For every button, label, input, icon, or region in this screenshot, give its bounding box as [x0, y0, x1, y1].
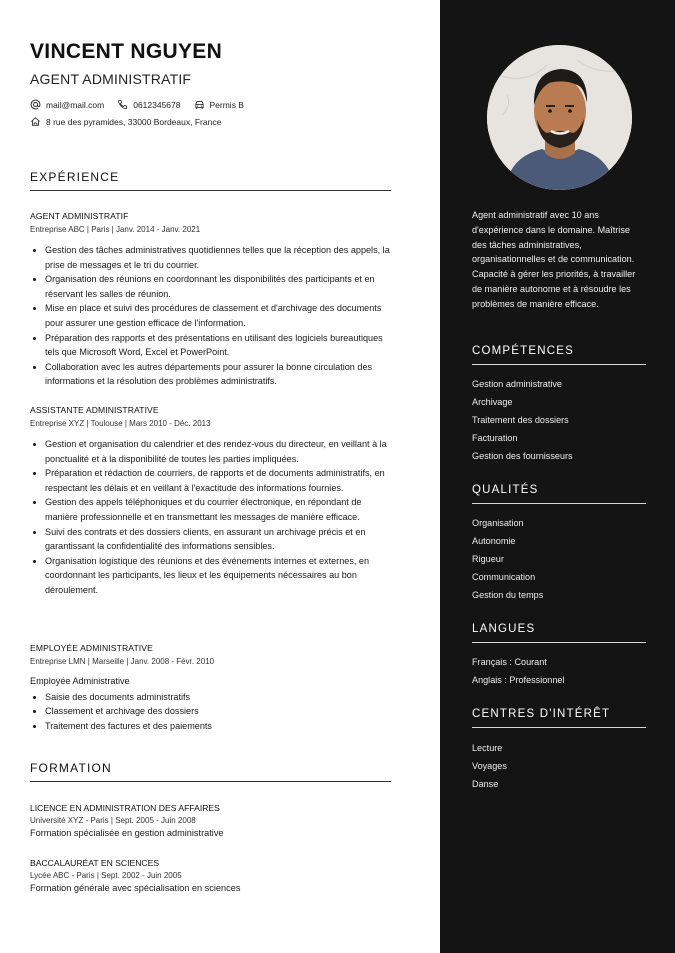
degree-meta: Lycée ABC - Paris | Sept. 2002 - Juin 2005 — [30, 871, 182, 880]
email-item — [30, 99, 104, 110]
list-item: • Collaboration avec les autres départements pour assurer la bonne circulation des informations et la résolution des problèmes administratifs. — [45, 360, 392, 389]
degree-title: LICENCE EN ADMINISTRATION DES AFFAIRES — [30, 803, 220, 813]
list-item: Archivage — [472, 397, 513, 407]
license-text: Permis B — [209, 99, 244, 110]
interests-title: CENTRES D'INTÉRÊT — [472, 708, 646, 728]
job-bullets — [30, 243, 392, 389]
skills-list — [472, 375, 646, 465]
list-item: Gestion des fournisseurs — [472, 451, 573, 461]
at-icon — [30, 99, 41, 110]
job-2 — [30, 405, 392, 598]
degree-desc: Formation générale avec spécialisation en sciences — [30, 883, 241, 893]
list-item: • Gestion des appels téléphoniques et du courrier électronique, en répondant de manière professionnelle et en transmettant les messages de manière efficace. — [45, 495, 392, 524]
phone-text: 0612345678 — [133, 99, 181, 110]
list-item: Gestion administrative — [472, 379, 562, 389]
list-item: Communication — [472, 572, 536, 582]
list-item: • Suivi des contrats et des dossiers clients, en assurant un archivage précis et en garantissant la confidentialité des informations sensibles. — [45, 525, 392, 554]
list-item: Gestion du temps — [472, 590, 544, 600]
job-meta: Entreprise XYZ | Toulouse | Mars 2010 - Déc. 2013 — [30, 419, 211, 428]
contact-row — [30, 99, 257, 110]
job-title: AGENT ADMINISTRATIF — [30, 211, 129, 221]
list-item: • Mise en place et suivi des procédures de classement et d'archivage des documents pour assurer une gestion efficace de l'information. — [45, 301, 392, 330]
address-item — [30, 116, 221, 127]
list-item: Français : Courant — [472, 657, 547, 667]
job-meta: Entreprise LMN | Marseille | Janv. 2008 - Févr. 2010 — [30, 657, 215, 666]
list-item: • Gestion et organisation du calendrier et des rendez-vous du directeur, en veillant à la ponctualité et à la disponibilité de toutes les parties impliquées. — [45, 437, 392, 466]
qualities-title: QUALITÉS — [472, 484, 646, 504]
car-icon — [194, 99, 205, 110]
list-item: Lecture — [472, 743, 503, 753]
list-item: • Classement et archivage des dossiers — [45, 704, 392, 719]
license-item — [194, 99, 244, 110]
job-1 — [30, 211, 392, 389]
education-title: FORMATION — [30, 761, 391, 782]
interests-list — [472, 739, 646, 793]
list-item: Rigueur — [472, 554, 504, 564]
job-bullets — [30, 437, 392, 598]
list-item: Danse — [472, 779, 499, 789]
experience-title: EXPÉRIENCE — [30, 170, 391, 191]
job-bullets — [30, 690, 392, 734]
list-item: • Saisie des documents administratifs — [45, 690, 392, 705]
list-item: Autonomie — [472, 536, 516, 546]
profile-summary: Agent administratif avec 10 ans d'expérience dans le domaine. Maîtrise des tâches administratives, organisationnelles et de communication. Capacité à gérer les priorités, à travailler de manière autonome et à résoudre les problèmes de manière efficace. — [472, 210, 636, 309]
education-item-1 — [30, 803, 392, 838]
skills-title: COMPÉTENCES — [472, 345, 646, 365]
languages-title: LANGUES — [472, 623, 646, 643]
list-item: • Préparation des rapports et des présentations en utilisant des logiciels bureautiques tels que Microsoft Word, Excel et PowerPoint. — [45, 331, 392, 360]
home-icon — [30, 116, 41, 127]
job-title: EMPLOYÉE ADMINISTRATIVE — [30, 643, 153, 653]
list-item: • Organisation des réunions en coordonnant les disponibilités des participants et en réservant les salles de réunion. — [45, 272, 392, 301]
profile-photo — [487, 45, 632, 190]
portrait-image — [487, 45, 632, 190]
degree-desc: Formation spécialisée en gestion administrative — [30, 828, 224, 838]
list-item: • Organisation logistique des réunions et des événements internes et externes, en coordonnant les participants, les lieux et les équipements nécessaires au bon déroulement. — [45, 554, 392, 598]
address-row — [30, 116, 234, 127]
list-item: Organisation — [472, 518, 524, 528]
degree-title: BACCALAURÉAT EN SCIENCES — [30, 858, 160, 868]
degree-meta: Université XYZ - Paris | Sept. 2005 - Juin 2008 — [30, 816, 196, 825]
list-item: • Préparation et rédaction de courriers, de rapports et de documents administratifs, en respectant les délais et en veillant à l'exactitude des informations fournies. — [45, 466, 392, 495]
list-item: • Gestion des tâches administratives quotidiennes telles que la réception des appels, la prise de messages et le tri du courrier. — [45, 243, 392, 272]
job-meta: Entreprise ABC | Paris | Janv. 2014 - Janv. 2021 — [30, 225, 201, 234]
candidate-name: VINCENT NGUYEN — [30, 40, 223, 63]
email-text: mail@mail.com — [46, 99, 105, 110]
phone-icon — [117, 99, 128, 110]
education-item-2 — [30, 858, 392, 893]
qualities-list — [472, 514, 646, 604]
list-item: Facturation — [472, 433, 518, 443]
list-item: Voyages — [472, 761, 507, 771]
job-title: ASSISTANTE ADMINISTRATIVE — [30, 405, 159, 415]
job-intro: Employée Administrative — [30, 676, 130, 686]
job-3 — [30, 643, 392, 733]
list-item: • Traitement des factures et des paiements — [45, 719, 392, 734]
list-item: Traitement des dossiers — [472, 415, 569, 425]
languages-list — [472, 653, 646, 689]
list-item: Anglais : Professionnel — [472, 675, 565, 685]
phone-item — [117, 99, 180, 110]
address-text: 8 rue des pyramides, 33000 Bordeaux, France — [46, 116, 222, 127]
candidate-title: AGENT ADMINISTRATIF — [30, 71, 192, 87]
